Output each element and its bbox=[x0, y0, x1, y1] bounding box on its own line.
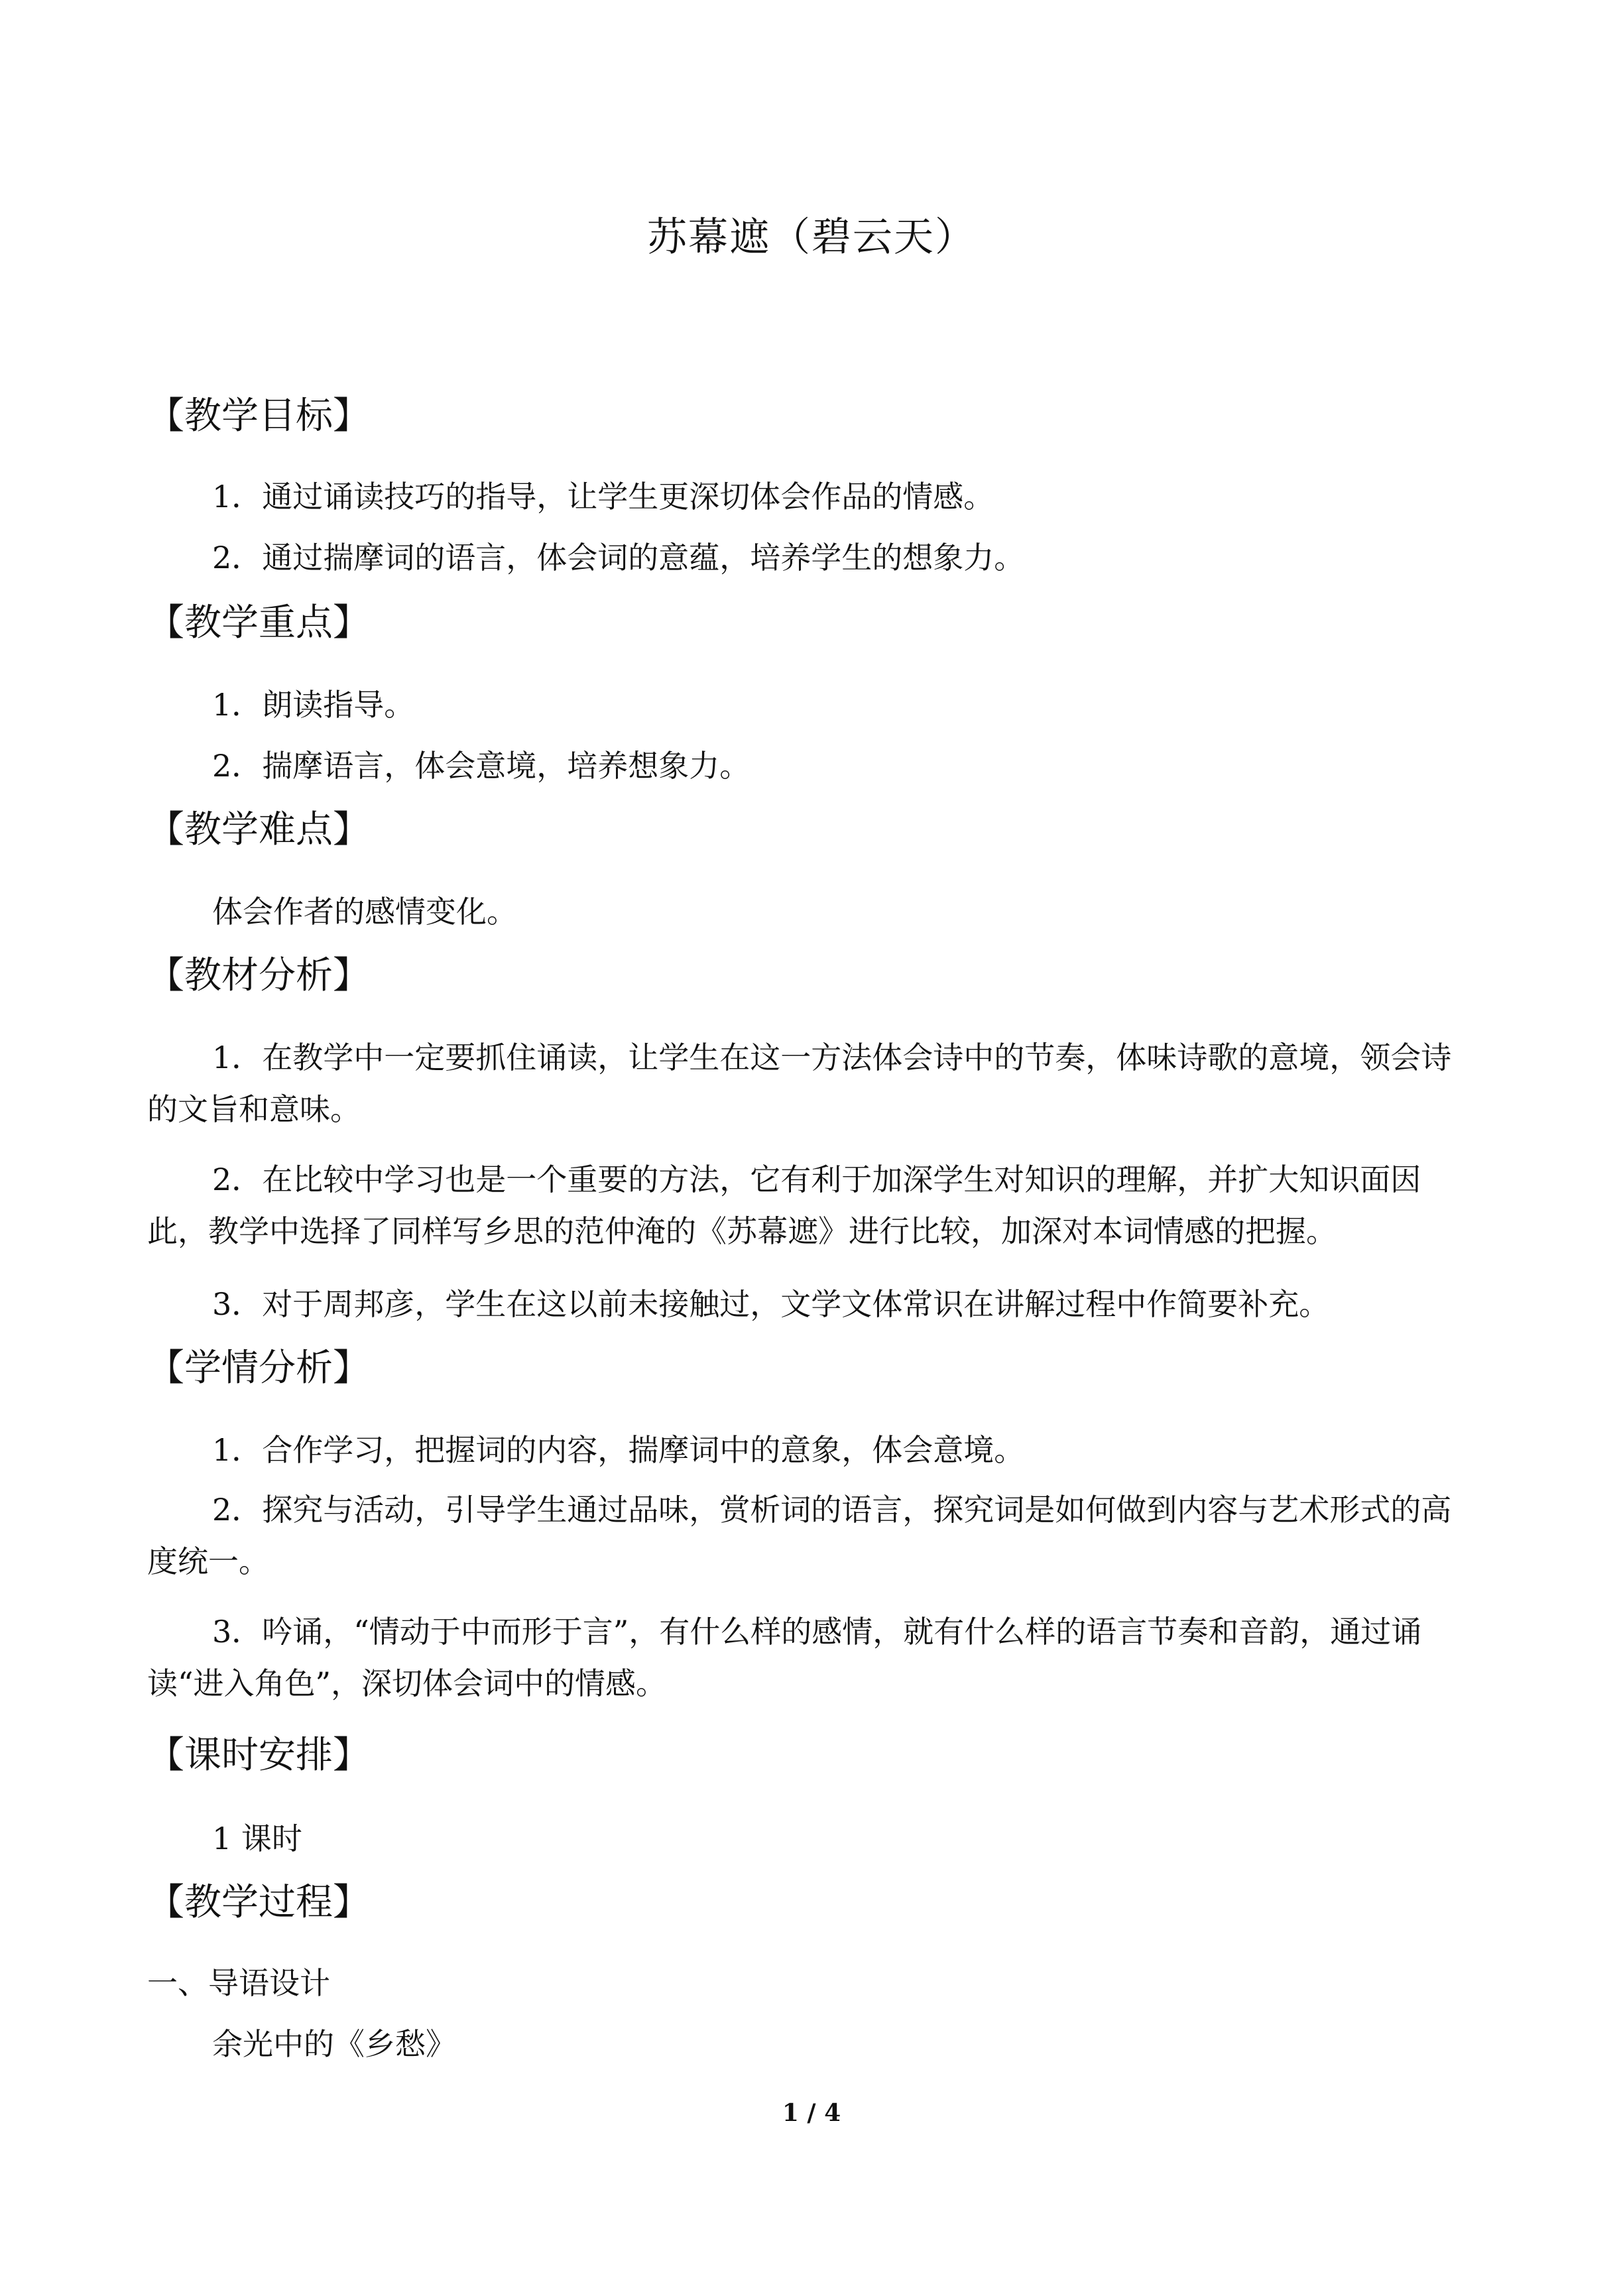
section-heading-student-analysis: 【学情分析】 bbox=[147, 1347, 370, 1390]
student-analysis-item-3: 3．吟诵，“情动于中而形于言”，有什么样的感情，就有什么样的语言节奏和音韵，通过诵读“进入角色”，深切体会词中的情感。 bbox=[147, 1614, 1422, 1701]
section-heading-schedule: 【课时安排】 bbox=[147, 1734, 370, 1777]
key-points-item-2: 2．揣摩语言，体会意境，培养想象力。 bbox=[212, 748, 751, 784]
process-step-1-text: 余光中的《乡愁》 bbox=[212, 2026, 456, 2062]
section-heading-objectives: 【教学目标】 bbox=[147, 394, 370, 438]
section-heading-difficulties: 【教学难点】 bbox=[147, 808, 370, 851]
key-points-item-1: 1．朗读指导。 bbox=[212, 687, 415, 723]
material-analysis-item-1: 1．在教学中一定要抓住诵读，让学生在这一方法体会诗中的节奏，体味诗歌的意境，领会诗的文旨和意味。 bbox=[147, 1040, 1452, 1127]
difficulties-item-1: 体会作者的感情变化。 bbox=[212, 894, 517, 930]
objectives-item-1: 1．通过诵读技巧的指导，让学生更深切体会作品的情感。 bbox=[212, 479, 994, 514]
page-number: 1 / 4 bbox=[782, 2099, 841, 2127]
objectives-item-2: 2．通过揣摩词的语言，体会词的意蕴，培养学生的想象力。 bbox=[212, 540, 1025, 575]
student-analysis-item-2: 2．探究与活动，引导学生通过品味，赏析词的语言，探究词是如何做到内容与艺术形式的高度统一。 bbox=[147, 1492, 1452, 1579]
section-heading-material-analysis: 【教材分析】 bbox=[147, 954, 370, 997]
section-heading-key-points: 【教学重点】 bbox=[147, 601, 370, 644]
section-heading-process: 【教学过程】 bbox=[147, 1881, 370, 1924]
material-analysis-item-3: 3．对于周邦彦，学生在这以前未接触过，文学文体常识在讲解过程中作简要补充。 bbox=[212, 1286, 1330, 1322]
process-step-1-heading: 一、导语设计 bbox=[147, 1965, 330, 2001]
document-title: 苏幕遮（碧云天） bbox=[647, 214, 976, 261]
material-analysis-item-2: 2．在比较中学习也是一个重要的方法，它有利于加深学生对知识的理解，并扩大知识面因此，教学中选择了同样写乡思的范仲淹的《苏幕遮》进行比较，加深对本词情感的把握。 bbox=[147, 1162, 1421, 1249]
schedule-item-1: 1 课时 bbox=[212, 1821, 302, 1856]
student-analysis-item-1: 1．合作学习，把握词的内容，揣摩词中的意象，体会意境。 bbox=[212, 1432, 1025, 1468]
